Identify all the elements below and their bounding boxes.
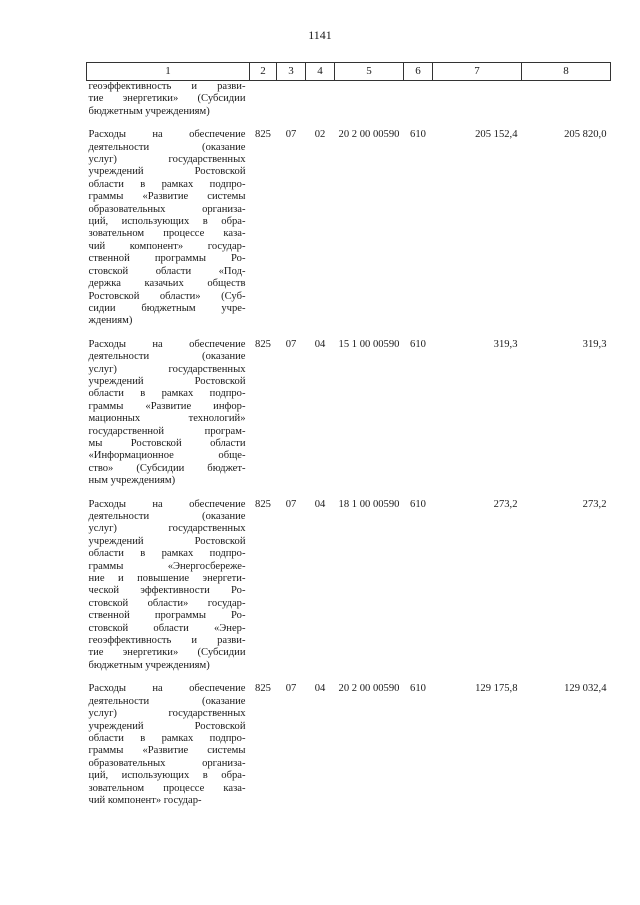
description-line: Расходы на обеспечение [88, 129, 246, 141]
description-line: бюджетным учреждениям) [88, 659, 210, 671]
table-row [87, 676, 611, 811]
header-col-8: 8 [522, 63, 611, 81]
expense-type-code [404, 81, 433, 123]
description-line: услуг) государственных [88, 363, 246, 375]
description-line: ческой эффективности Ро- [88, 585, 246, 597]
amount-year-1: 205 152,4 [475, 129, 518, 141]
table-row [87, 332, 611, 492]
description-line: мы Ростовской области [88, 437, 246, 449]
header-col-5: 5 [335, 63, 404, 81]
description-line: учреждений Ростовской [88, 375, 246, 387]
description-line: учреждений Ростовской [88, 166, 246, 178]
table-header [87, 63, 611, 81]
description-line: чий компонент» государ- [88, 240, 246, 252]
description-line: ным учреждениям) [88, 475, 176, 487]
description-line: деятельности (оказание [88, 695, 246, 707]
table-row [87, 122, 611, 332]
subsection-code: 04 [314, 498, 326, 510]
description-line: граммы «Развитие системы [88, 191, 246, 203]
amount-year-2: 319,3 [582, 338, 607, 350]
target-article-code: 20 2 00 00590 [338, 129, 400, 141]
header-col-4: 4 [306, 63, 335, 81]
description-line: услуг) государственных [88, 708, 246, 720]
section-code: 07 [285, 129, 297, 141]
description-line: зовательном процессе каза- [88, 228, 246, 240]
description-line: стовской области «Энер- [88, 622, 246, 634]
description-line: тие энергетики» (Субсидии [88, 93, 246, 105]
description-line: образовательных организа- [88, 203, 246, 215]
description-line: услуг) государственных [88, 154, 246, 166]
description-line: бюджетным учреждениям) [88, 105, 210, 117]
description-line: деятельности (оказание [88, 511, 246, 522]
subsection-code: 04 [314, 683, 326, 695]
expense-type-code: 610 [410, 129, 426, 141]
row-description [87, 122, 250, 332]
description-line: области в рамках подпро- [88, 388, 246, 400]
subsection-code [306, 81, 335, 123]
description-line: ственной программы Ро- [88, 253, 246, 265]
expense-type-code: 610 [410, 683, 426, 695]
target-article-code [335, 81, 404, 123]
description-line: деятельности (оказание [88, 141, 246, 153]
description-line: геоэффективность и разви- [88, 81, 246, 92]
description-line: граммы «Энергосбереже- [88, 560, 246, 572]
description-line: граммы «Развитие инфор- [88, 400, 246, 412]
subsection-code: 02 [314, 129, 326, 141]
description-line: области в рамках подпро- [88, 548, 246, 560]
description-line: области в рамках подпро- [88, 732, 246, 744]
header-col-1: 1 [87, 63, 250, 81]
description-line: Расходы на обеспечение [88, 338, 246, 350]
table-body [87, 81, 611, 812]
amount-year-1: 273,2 [493, 498, 518, 510]
target-article-code: 15 1 00 00590 [338, 338, 400, 350]
description-line: мационных технологий» [88, 413, 246, 425]
header-col-6: 6 [404, 63, 433, 81]
ministry-code: 825 [255, 129, 271, 141]
description-line: тие энергетики» (Субсидии [88, 647, 246, 659]
description-line: ждениям) [88, 315, 133, 327]
description-line: «Информационное обще- [88, 450, 246, 462]
description-line: деятельности (оказание [88, 351, 246, 363]
ministry-code [250, 81, 277, 123]
description-line: образовательных организа- [88, 757, 246, 769]
description-line: учреждений Ростовской [88, 535, 246, 547]
amount-year-1: 319,3 [493, 338, 518, 350]
description-line: ство» (Субсидии бюджет- [88, 462, 246, 474]
page-number: 1141 [308, 28, 332, 42]
description-line: стовской области» государ- [88, 597, 246, 609]
description-line: ций, использующих в обра- [88, 216, 246, 228]
section-code: 07 [285, 683, 297, 695]
description-line: услуг) государственных [88, 523, 246, 535]
description-line: Ростовской области» (Суб- [88, 290, 246, 302]
ministry-code: 825 [255, 498, 271, 510]
description-line: области в рамках подпро- [88, 178, 246, 190]
expense-type-code: 610 [410, 338, 426, 350]
amount-year-1: 129 175,8 [475, 683, 518, 695]
header-col-7: 7 [433, 63, 522, 81]
amount-year-2: 205 820,0 [564, 129, 607, 141]
ministry-code: 825 [255, 683, 271, 695]
description-line: сидии бюджетным учре- [88, 302, 246, 314]
description-line: граммы «Развитие системы [88, 745, 246, 757]
section-code: 07 [285, 498, 297, 510]
subsection-code: 04 [314, 338, 326, 350]
description-line: учреждений Ростовской [88, 720, 246, 732]
description-line: ственной программы Ро- [88, 610, 246, 622]
header-row [87, 63, 611, 81]
amount-year-2: 273,2 [582, 498, 607, 510]
description-line: чий компонент» государ- [88, 794, 202, 806]
table-row [87, 81, 611, 123]
row-description [87, 332, 250, 492]
section-code [277, 81, 306, 123]
target-article-code: 20 2 00 00590 [338, 683, 400, 695]
amount-year-2 [522, 81, 611, 123]
description-line: ций, использующих в обра- [88, 770, 246, 782]
row-description [87, 492, 250, 677]
row-description [87, 81, 250, 123]
row-description [87, 676, 250, 811]
amount-year-2: 129 032,4 [564, 683, 607, 695]
table-row [87, 492, 611, 677]
amount-year-1 [433, 81, 522, 123]
budget-table [86, 62, 611, 811]
description-line: геоэффективность и разви- [88, 635, 246, 647]
description-line: Расходы на обеспечение [88, 683, 246, 695]
ministry-code: 825 [255, 338, 271, 350]
section-code: 07 [285, 338, 297, 350]
description-line: Расходы на обеспечение [88, 498, 246, 510]
header-col-2: 2 [250, 63, 277, 81]
description-line: зовательном процессе каза- [88, 782, 246, 794]
description-line: государственной програм- [88, 425, 246, 437]
description-line: ние и повышение энергети- [88, 573, 246, 585]
expense-type-code: 610 [410, 498, 426, 510]
description-line: стовской области «Под- [88, 265, 246, 277]
target-article-code: 18 1 00 00590 [338, 498, 400, 510]
header-col-3: 3 [277, 63, 306, 81]
description-line: держка казачьих обществ [88, 278, 246, 290]
